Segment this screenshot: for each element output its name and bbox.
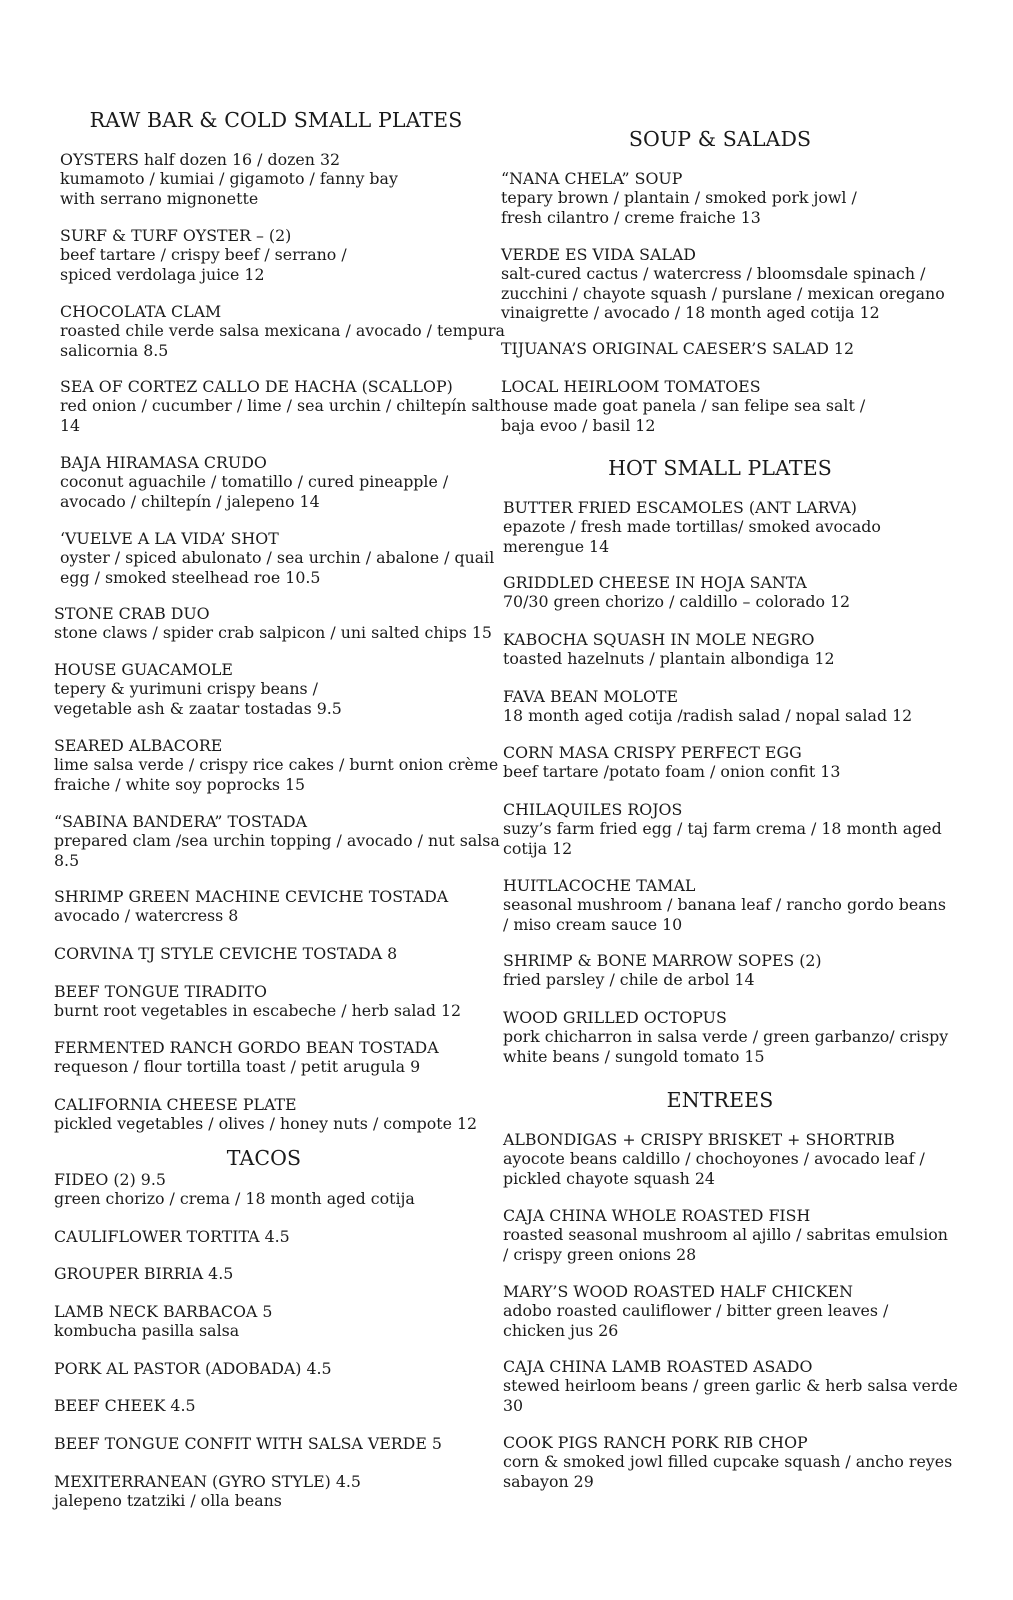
menu-item-description: 18 month aged cotija /radish salad / nopal salad 12 [503, 706, 913, 726]
menu-item-description: oyster / spiced abulonato / sea urchin / abalone / quail [60, 548, 495, 568]
menu-item [54, 1227, 290, 1246]
menu-item-description: lime salsa verde / crispy rice cakes / burnt onion crème [54, 755, 499, 775]
menu-item-name: TIJUANA’S ORIGINAL CAESER’S SALAD 12 [501, 339, 854, 358]
menu-item-description: pickled vegetables / olives / honey nuts / compote 12 [54, 1114, 478, 1134]
menu-item [503, 951, 822, 990]
menu-item-description: toasted hazelnuts / plantain albondiga 12 [503, 649, 835, 669]
menu-item [60, 226, 347, 284]
menu-item-description: vegetable ash & zaatar tostadas 9.5 [54, 698, 342, 718]
menu-item-description: epazote / fresh made tortillas/ smoked avocado [503, 517, 881, 537]
menu-item-name: ALBONDIGAS + CRISPY BRISKET + SHORTRIB [503, 1130, 895, 1149]
menu-item-name: “NANA CHELA” SOUP [501, 169, 683, 188]
menu-item-description: pork chicharron in salsa verde / green garbanzo/ crispy [503, 1027, 949, 1047]
menu-item-name: GRIDDLED CHEESE IN HOJA SANTA [503, 573, 807, 592]
menu-item-description: / miso cream sauce 10 [503, 914, 683, 934]
menu-item-description: fried parsley / chile de arbol 14 [503, 970, 755, 990]
menu-item-name: BAJA HIRAMASA CRUDO [60, 453, 267, 472]
menu-item-description: roasted seasonal mushroom al ajillo / sabritas emulsion [503, 1225, 948, 1245]
menu-item [503, 800, 942, 858]
menu-item [503, 1206, 948, 1264]
menu-item-description: fresh cilantro / creme fraiche 13 [501, 207, 761, 227]
menu-item-description: roasted chile verde salsa mexicana / avocado / tempura [60, 321, 505, 341]
menu-item-name: HUITLACOCHE TAMAL [503, 876, 696, 895]
menu-item-description: cotija 12 [503, 838, 573, 858]
menu-item-name: BUTTER FRIED ESCAMOLES (ANT LARVA) [503, 498, 857, 517]
menu-item-description: coconut aguachile / tomatillo / cured pineapple / [60, 472, 449, 492]
menu-item-name: SEA OF CORTEZ CALLO DE HACHA (SCALLOP) [60, 377, 453, 396]
menu-item-name: OYSTERS half dozen 16 / dozen 32 [60, 150, 341, 169]
menu-item-description: 14 [60, 415, 81, 435]
menu-item [503, 1130, 925, 1188]
menu-item-description: 30 [503, 1395, 524, 1415]
menu-item-description: adobo roasted cauliflower / bitter green leaves / [503, 1301, 889, 1321]
menu-item [503, 1357, 958, 1415]
menu-item [503, 573, 850, 612]
menu-item-description: zucchini / chayote squash / purslane / mexican oregano [501, 283, 945, 303]
menu-item [501, 339, 854, 358]
menu-item [54, 1170, 415, 1209]
menu-item [503, 1008, 948, 1066]
menu-item-description: baja evoo / basil 12 [501, 415, 656, 435]
menu-item-name: HOUSE GUACAMOLE [54, 660, 233, 679]
menu-item [503, 876, 946, 934]
menu-item-name: CAULIFLOWER TORTITA 4.5 [54, 1227, 290, 1246]
menu-item-name: SHRIMP GREEN MACHINE CEVICHE TOSTADA [54, 887, 449, 906]
menu-item [501, 377, 865, 435]
menu-item [60, 302, 505, 360]
menu-item-description: pickled chayote squash 24 [503, 1168, 715, 1188]
menu-item-name: BEEF TONGUE TIRADITO [54, 982, 267, 1001]
menu-item-name: FERMENTED RANCH GORDO BEAN TOSTADA [54, 1038, 439, 1057]
menu-item-description: salicornia 8.5 [60, 340, 169, 360]
menu-item-description: tepary brown / plantain / smoked pork jowl / [501, 188, 857, 208]
menu-item [54, 604, 492, 643]
menu-item-description: salt-cured cactus / watercress / bloomsdale spinach / [501, 264, 926, 284]
menu-item-name: LOCAL HEIRLOOM TOMATOES [501, 377, 761, 396]
menu-item-name: STONE CRAB DUO [54, 604, 210, 623]
menu-item [60, 529, 494, 587]
entrees-heading: ENTREES [666, 1088, 774, 1112]
menu-item-description: stone claws / spider crab salpicon / uni salted chips 15 [54, 623, 492, 643]
menu-item [54, 1302, 272, 1341]
menu-item-description: avocado / chiltepín / jalepeno 14 [60, 491, 320, 511]
menu-item [54, 944, 397, 963]
menu-item-name: GROUPER BIRRIA 4.5 [54, 1264, 234, 1283]
menu-item-name: SURF & TURF OYSTER – (2) [60, 226, 292, 245]
menu-item [54, 1264, 233, 1283]
menu-item-name: BEEF CHEEK 4.5 [54, 1396, 196, 1415]
menu-item [60, 377, 500, 435]
menu-item [503, 1433, 952, 1491]
menu-item-name: CHOCOLATA CLAM [60, 302, 222, 321]
menu-item-name: PORK AL PASTOR (ADOBADA) 4.5 [54, 1359, 332, 1378]
menu-item [503, 630, 835, 669]
menu-item-description: ayocote beans caldillo / chochoyones / avocado leaf / [503, 1149, 925, 1169]
menu-item [60, 453, 448, 511]
menu-item-description: beef tartare / crispy beef / serrano / [60, 245, 347, 265]
menu-item [54, 887, 448, 926]
menu-item-name: MEXITERRANEAN (GYRO STYLE) 4.5 [54, 1472, 361, 1491]
menu-item-description: with serrano mignonette [60, 188, 259, 208]
menu-item [503, 687, 912, 726]
menu-item-description: vinaigrette / avocado / 18 month aged cotija 12 [501, 302, 880, 322]
menu-item-description: sabayon 29 [503, 1471, 594, 1491]
menu-item-description: kombucha pasilla salsa [54, 1321, 240, 1341]
menu-item-description: seasonal mushroom / banana leaf / rancho gordo beans [503, 895, 946, 915]
menu-item-description: prepared clam /sea urchin topping / avocado / nut salsa [54, 831, 500, 851]
menu-item [54, 1434, 442, 1453]
menu-item-name: BEEF TONGUE CONFIT WITH SALSA VERDE 5 [54, 1434, 442, 1453]
menu-item-description: suzy’s farm fried egg / taj farm crema / 18 month aged [503, 819, 942, 839]
menu-item-description: beef tartare /potato foam / onion confit 13 [503, 762, 841, 782]
menu-item-name: CHILAQUILES ROJOS [503, 800, 683, 819]
menu-item-description: white beans / sungold tomato 15 [503, 1046, 765, 1066]
menu-item-description: 70/30 green chorizo / caldillo – colorado 12 [503, 592, 851, 612]
menu-item-name: “SABINA BANDERA” TOSTADA [54, 812, 307, 831]
menu-item-name: FIDEO (2) 9.5 [54, 1170, 166, 1189]
menu-item [54, 1095, 477, 1134]
menu-item-description: requeson / flour tortilla toast / petit arugula 9 [54, 1057, 421, 1077]
menu-item [501, 169, 857, 227]
menu-item-description: egg / smoked steelhead roe 10.5 [60, 567, 321, 587]
menu-item-description: burnt root vegetables in escabeche / herb salad 12 [54, 1001, 462, 1021]
menu-item-name: KABOCHA SQUASH IN MOLE NEGRO [503, 630, 815, 649]
menu-item [54, 1396, 196, 1415]
menu-item-description: / crispy green onions 28 [503, 1244, 697, 1264]
menu-item [54, 982, 461, 1021]
menu-item-description: green chorizo / crema / 18 month aged cotija [54, 1189, 415, 1209]
menu-item [54, 812, 500, 870]
menu-item-description: stewed heirloom beans / green garlic & herb salsa verde [503, 1376, 958, 1396]
menu-item [54, 1472, 361, 1511]
soup-salads-heading: SOUP & SALADS [628, 127, 812, 151]
menu-item-description: chicken jus 26 [503, 1320, 619, 1340]
menu-item [501, 245, 945, 322]
hot-small-plates-heading: HOT SMALL PLATES [608, 456, 832, 480]
menu-item-name: LAMB NECK BARBACOA 5 [54, 1302, 273, 1321]
menu-item-name: CORVINA TJ STYLE CEVICHE TOSTADA 8 [54, 944, 398, 963]
menu-item-name: CAJA CHINA LAMB ROASTED ASADO [503, 1357, 813, 1376]
menu-item-description: red onion / cucumber / lime / sea urchin / chiltepín salt [60, 396, 501, 416]
menu-item-name: COOK PIGS RANCH PORK RIB CHOP [503, 1433, 808, 1452]
menu-item-name: SHRIMP & BONE MARROW SOPES (2) [503, 951, 822, 970]
menu-item-name: CAJA CHINA WHOLE ROASTED FISH [503, 1206, 811, 1225]
menu-item-name: CALIFORNIA CHEESE PLATE [54, 1095, 297, 1114]
menu-item [54, 1038, 439, 1077]
menu-item [54, 736, 498, 794]
menu-item [60, 150, 398, 208]
tacos-heading: TACOS [226, 1146, 302, 1170]
menu-item-description: corn & smoked jowl filled cupcake squash / ancho reyes [503, 1452, 953, 1472]
menu-item-name: WOOD GRILLED OCTOPUS [503, 1008, 727, 1027]
menu-item-description: spiced verdolaga juice 12 [60, 264, 265, 284]
menu-item-description: merengue 14 [503, 536, 610, 556]
menu-item-name: ‘VUELVE A LA VIDA’ SHOT [60, 529, 279, 548]
menu-item [503, 743, 840, 782]
menu-item-name: FAVA BEAN MOLOTE [503, 687, 678, 706]
menu-item-name: VERDE ES VIDA SALAD [501, 245, 696, 264]
menu-item [503, 1282, 888, 1340]
menu-item-description: tepery & yurimuni crispy beans / [54, 679, 318, 699]
menu-item-description: house made goat panela / san felipe sea salt / [501, 396, 866, 416]
menu-item-description: fraiche / white soy poprocks 15 [54, 774, 306, 794]
menu-item [54, 660, 342, 718]
menu-item-description: avocado / watercress 8 [54, 906, 239, 926]
menu-item-name: CORN MASA CRISPY PERFECT EGG [503, 743, 802, 762]
raw-bar-heading: RAW BAR & COLD SMALL PLATES [89, 108, 463, 132]
menu-item-name: MARY’S WOOD ROASTED HALF CHICKEN [503, 1282, 853, 1301]
menu-item-description: jalepeno tzatziki / olla beans [54, 1491, 282, 1511]
menu-item [54, 1359, 332, 1378]
menu-item-description: 8.5 [54, 850, 80, 870]
menu-item-description: kumamoto / kumiai / gigamoto / fanny bay [60, 169, 398, 189]
menu-item-name: SEARED ALBACORE [54, 736, 223, 755]
menu-item [503, 498, 881, 556]
